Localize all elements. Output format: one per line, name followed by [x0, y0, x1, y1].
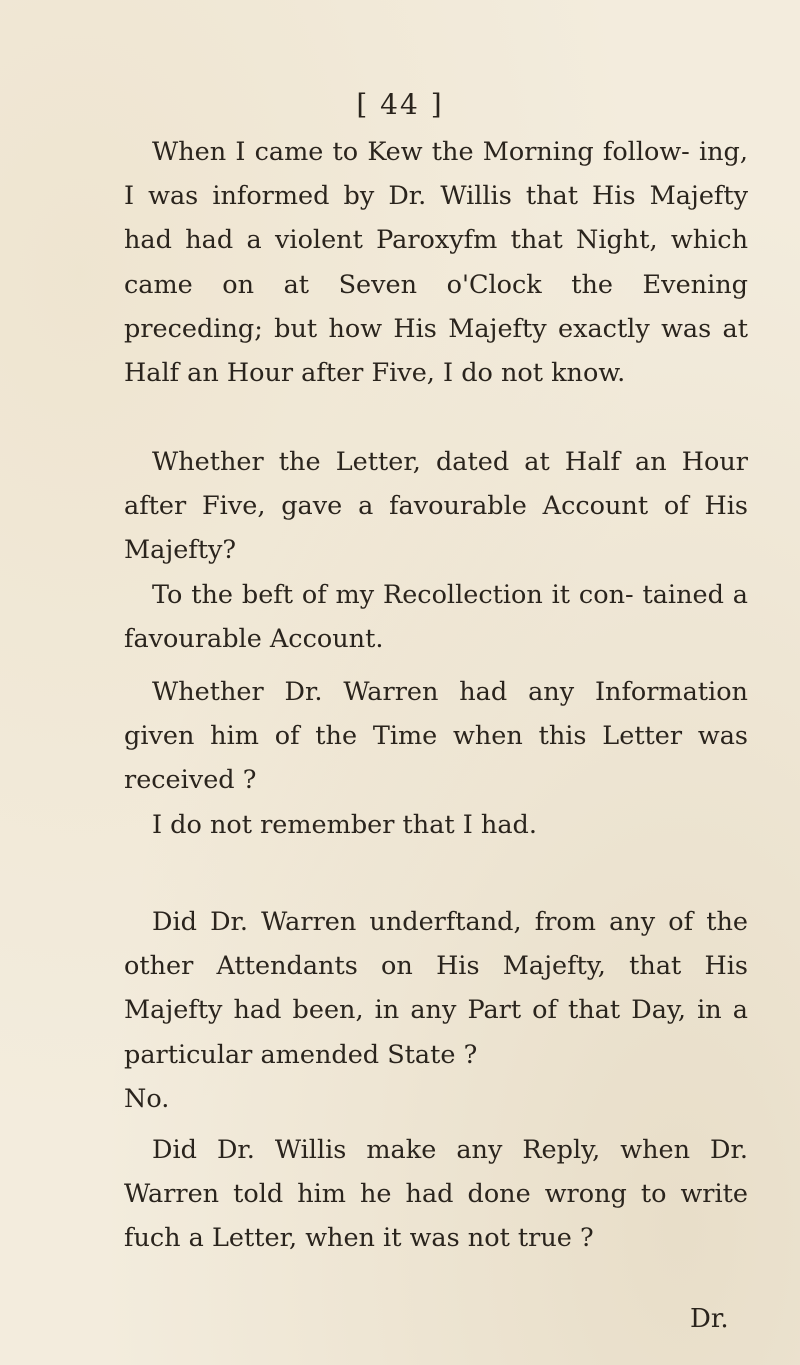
answer-paragraph: To the beft of my Recollection it con- tained a favourable Account.: [124, 579, 748, 654]
answer-paragraph: No.: [124, 1083, 170, 1114]
paragraph: When I came to Kew the Morning follow- ing, I was informed by Dr. Willis that His Majefty had had a violent Paroxyfm that Night, which came on at Seven o'Clock the Evening preceding; but how His Majefty exactly was at Half an Hour after Five, I do not know.: [124, 137, 748, 389]
page-number-header: [ 44 ]: [356, 88, 444, 121]
paragraph-block-3: [124, 670, 748, 847]
paragraph-block-1: [124, 130, 748, 395]
question-paragraph: Whether the Letter, dated at Half an Hour after Five, gave a favourable Account of His Majefty?: [124, 447, 748, 566]
paragraph-block-4: [124, 900, 748, 1121]
question-paragraph: Whether Dr. Warren had any Information given him of the Time when this Letter was received ?: [124, 677, 748, 796]
paragraph-block-5: [124, 1128, 748, 1261]
question-paragraph: Did Dr. Willis make any Reply, when Dr. Warren told him he had done wrong to write fuch a Letter, when it was not true ?: [124, 1135, 748, 1254]
paragraph-block-2: [124, 440, 748, 661]
catchword: Dr.: [690, 1304, 729, 1334]
answer-paragraph: I do not remember that I had.: [152, 809, 537, 840]
question-paragraph: Did Dr. Warren underftand, from any of the other Attendants on His Majefty, that His Majefty had been, in any Part of that Day, in a particular amended State ?: [124, 907, 748, 1070]
